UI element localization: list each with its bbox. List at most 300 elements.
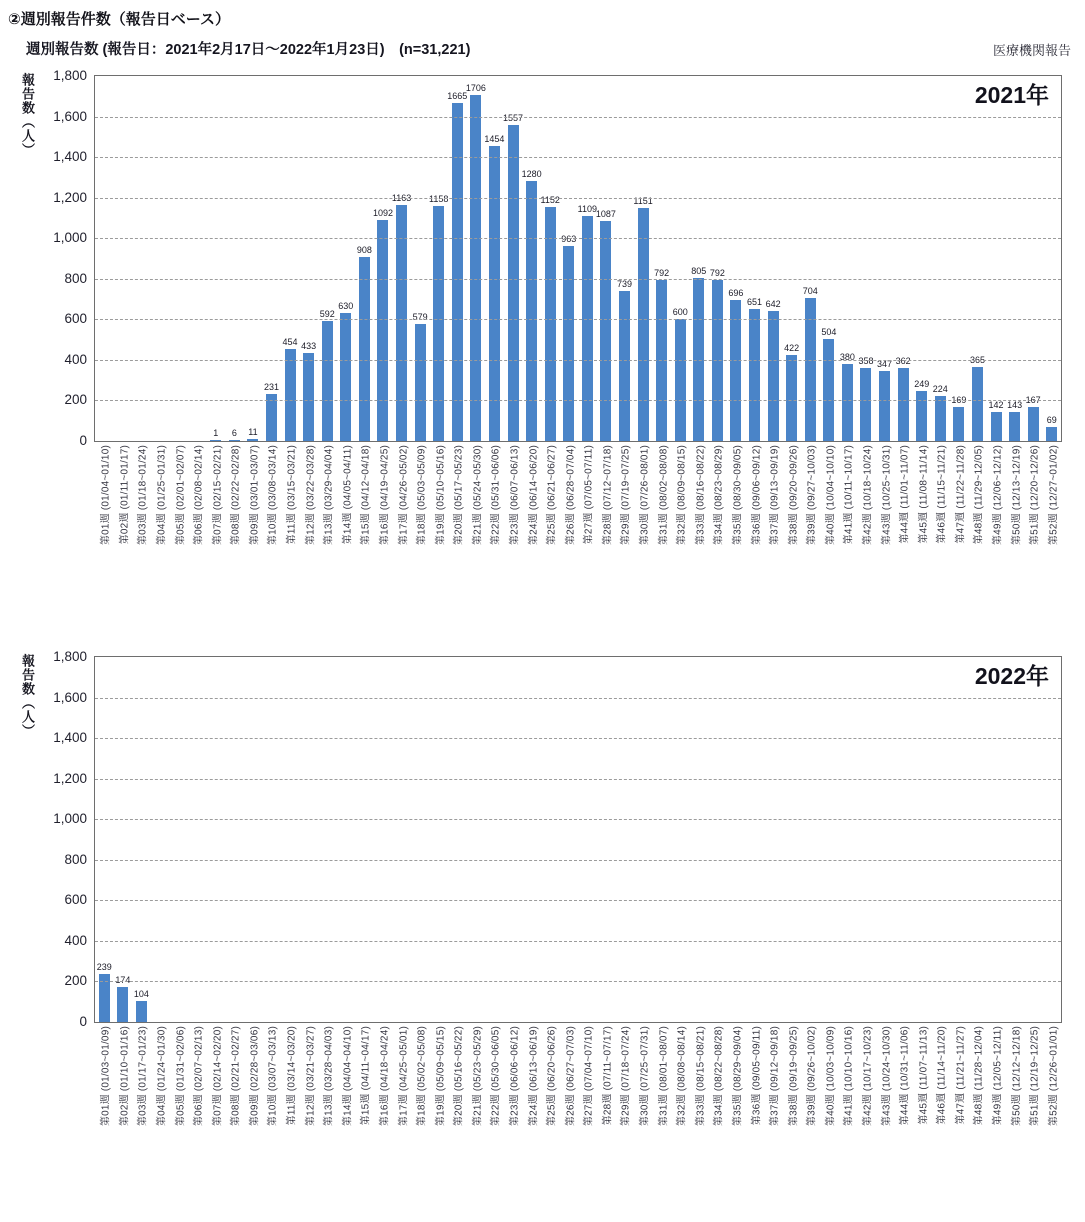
bar-slot xyxy=(690,76,709,441)
x-tick-label: 第23週 (06/07~06/13) xyxy=(509,445,521,546)
x-tick xyxy=(801,1023,820,1191)
gridline xyxy=(95,238,1061,239)
x-tick xyxy=(95,442,114,610)
bar xyxy=(1009,412,1020,441)
x-tick-label: 第41週 (10/11~10/17) xyxy=(843,445,855,545)
x-tick xyxy=(950,442,969,610)
x-tick-label: 第02週 (01/10~01/16) xyxy=(119,1026,131,1127)
bar-slot xyxy=(318,76,337,441)
bar xyxy=(582,216,593,441)
x-tick-label: 第16週 (04/18~04/24) xyxy=(379,1026,391,1127)
gridline xyxy=(95,279,1061,280)
bar-value-label: 239 xyxy=(96,962,112,972)
bar-value-label: 739 xyxy=(616,279,632,289)
bar-slot xyxy=(634,657,653,1022)
bar xyxy=(823,339,834,441)
bar-slot xyxy=(578,76,597,441)
bar-slot xyxy=(950,657,969,1022)
bar-value-label: 1280 xyxy=(521,169,542,179)
bar-value-label: 433 xyxy=(301,341,317,351)
x-tick-label: 第12週 (03/22~03/28) xyxy=(305,445,317,546)
bar-slot xyxy=(225,76,244,441)
x-tick-label: 第49週 (12/06~12/12) xyxy=(992,445,1004,546)
x-tick xyxy=(429,1023,448,1191)
bar-slot xyxy=(485,657,504,1022)
bar-value-label: 347 xyxy=(877,359,893,369)
bar-slot xyxy=(615,76,634,441)
x-tick xyxy=(114,1023,133,1191)
y-tick-label: 600 xyxy=(64,311,87,326)
x-tick-label: 第34週 (08/23~08/29) xyxy=(713,445,725,546)
x-tick-label: 第16週 (04/19~04/25) xyxy=(379,445,391,546)
gridline xyxy=(95,360,1061,361)
bar-slot xyxy=(634,76,653,441)
chart-plot-row xyxy=(8,649,1085,1029)
gridline xyxy=(95,157,1061,158)
bar-value-label: 104 xyxy=(133,989,149,999)
x-tick-label: 第04週 (01/24~01/30) xyxy=(156,1026,168,1127)
bar-slot xyxy=(374,657,393,1022)
bar-slot xyxy=(968,657,987,1022)
bar-value-label: 11 xyxy=(248,427,258,437)
bar-value-label: 231 xyxy=(263,382,279,392)
x-tick-label: 第32週 (08/09~08/15) xyxy=(676,445,688,546)
x-tick-label: 第23週 (06/06~06/12) xyxy=(509,1026,521,1127)
x-tick xyxy=(225,442,244,610)
y-tick-label: 1,400 xyxy=(53,149,87,164)
bar-slot xyxy=(244,657,263,1022)
bar xyxy=(396,205,407,441)
bar-slot xyxy=(467,657,486,1022)
bar-slot xyxy=(987,76,1006,441)
x-tick-label: 第35週 (08/29~09/04) xyxy=(732,1026,744,1127)
bar xyxy=(303,353,314,441)
x-tick xyxy=(411,1023,430,1191)
bar xyxy=(638,208,649,441)
x-tick xyxy=(690,1023,709,1191)
bar xyxy=(619,291,630,441)
x-tick-label: 第24週 (06/14~06/20) xyxy=(528,445,540,546)
y-tick-label: 400 xyxy=(64,933,87,948)
x-tick-label: 第17週 (04/25~05/01) xyxy=(398,1026,410,1127)
bar xyxy=(749,309,760,441)
bar-value-label: 249 xyxy=(914,379,930,389)
weekly-report-chart-2022 xyxy=(8,649,1085,1191)
x-tick xyxy=(559,442,578,610)
x-tick-label: 第17週 (04/26~05/02) xyxy=(398,445,410,546)
y-axis-ticks xyxy=(34,649,94,1029)
x-tick xyxy=(820,442,839,610)
x-tick-label: 第40週 (10/04~10/10) xyxy=(825,445,837,546)
x-tick xyxy=(690,442,709,610)
bar-slot xyxy=(411,76,430,441)
bar xyxy=(879,371,890,441)
x-tick-label: 第20週 (05/17~05/23) xyxy=(453,445,465,546)
x-tick-label: 第51週 (12/19~12/25) xyxy=(1029,1026,1041,1127)
x-tick-label: 第12週 (03/21~03/27) xyxy=(305,1026,317,1127)
x-tick xyxy=(782,442,801,610)
x-tick-label: 第48週 (11/29~12/05) xyxy=(973,445,985,545)
x-tick-label: 第05週 (02/01~02/07) xyxy=(175,445,187,546)
x-tick xyxy=(504,1023,523,1191)
bar xyxy=(285,349,296,441)
chart-plot-row xyxy=(8,68,1085,448)
x-tick xyxy=(188,1023,207,1191)
x-tick-label: 第28週 (07/12~07/18) xyxy=(602,445,614,546)
bar-slot xyxy=(95,76,114,441)
gridline xyxy=(95,400,1061,401)
bar-slot xyxy=(392,657,411,1022)
x-tick-label: 第33週 (08/15~08/21) xyxy=(695,1026,707,1127)
x-tick xyxy=(1042,442,1061,610)
x-tick-label: 第35週 (08/30~09/05) xyxy=(732,445,744,546)
bar-value-label: 908 xyxy=(356,245,372,255)
bar-slot xyxy=(114,657,133,1022)
bar-value-label: 1158 xyxy=(429,194,449,204)
x-tick xyxy=(225,1023,244,1191)
bar xyxy=(991,412,1002,441)
bar-slot xyxy=(987,657,1006,1022)
x-tick xyxy=(95,1023,114,1191)
y-tick-label: 1,400 xyxy=(53,730,87,745)
bar-slot xyxy=(169,657,188,1022)
x-tick-label: 第21週 (05/24~05/30) xyxy=(472,445,484,546)
y-tick-label: 1,200 xyxy=(53,190,87,205)
x-tick xyxy=(1005,1023,1024,1191)
x-tick xyxy=(188,442,207,610)
x-tick xyxy=(875,442,894,610)
plot-area xyxy=(94,75,1062,442)
x-tick xyxy=(1042,1023,1061,1191)
bar-slot xyxy=(1042,76,1061,441)
bar-slot xyxy=(318,657,337,1022)
x-tick-label: 第06週 (02/08~02/14) xyxy=(193,445,205,546)
x-tick xyxy=(671,1023,690,1191)
x-tick-label: 第42週 (10/18~10/24) xyxy=(862,445,874,546)
x-tick-label: 第13週 (03/28~04/03) xyxy=(323,1026,335,1127)
y-tick-label: 800 xyxy=(64,852,87,867)
bar xyxy=(489,146,500,441)
year-label: 2022年 xyxy=(974,663,1049,689)
x-tick-label: 第46週 (11/15~11/21) xyxy=(936,445,948,544)
x-tick-label: 第26週 (06/27~07/03) xyxy=(565,1026,577,1127)
x-tick-label: 第28週 (07/11~07/17) xyxy=(602,1026,614,1126)
x-tick-label: 第11週 (03/15~03/21) xyxy=(286,445,298,545)
bar-slot xyxy=(559,76,578,441)
bar-value-label: 167 xyxy=(1025,395,1041,405)
bar xyxy=(229,440,240,441)
bar xyxy=(470,95,481,441)
bar-value-label: 1665 xyxy=(447,91,468,101)
x-tick xyxy=(1024,1023,1043,1191)
x-tick-label: 第52週 (12/26~01/01) xyxy=(1048,1026,1060,1127)
x-tick-label: 第49週 (12/05~12/11) xyxy=(992,1026,1004,1126)
bar-slot xyxy=(708,76,727,441)
x-tick-label: 第30週 (07/25~07/31) xyxy=(639,1026,651,1127)
x-tick xyxy=(875,1023,894,1191)
x-tick-label: 第46週 (11/14~11/20) xyxy=(936,1026,948,1125)
x-tick xyxy=(485,442,504,610)
bar-value-label: 1 xyxy=(213,428,219,438)
x-tick-label: 第18週 (05/03~05/09) xyxy=(416,445,428,546)
x-tick-label: 第19週 (05/10~05/16) xyxy=(435,445,447,546)
bar-value-label: 362 xyxy=(895,356,911,366)
x-tick xyxy=(727,442,746,610)
gridline xyxy=(95,198,1061,199)
bar-slot xyxy=(299,76,318,441)
bar-value-label: 1152 xyxy=(540,195,560,205)
bar-value-label: 592 xyxy=(319,309,335,319)
x-tick xyxy=(894,442,913,610)
x-tick-label: 第40週 (10/03~10/09) xyxy=(825,1026,837,1127)
bar-slot xyxy=(820,76,839,441)
bar-slot xyxy=(727,76,746,441)
x-tick-label: 第14週 (04/04~04/10) xyxy=(342,1026,354,1127)
chart-subtitle: 週別報告数 (報告日：2021年2月17日～2022年1月23日) (n=31,221) xyxy=(26,42,471,58)
bar xyxy=(675,319,686,441)
bar-slot xyxy=(188,76,207,441)
bar-value-label: 1454 xyxy=(484,134,505,144)
bar-series xyxy=(95,657,1061,1022)
weekly-report-chart-2021 xyxy=(8,68,1085,610)
x-tick xyxy=(727,1023,746,1191)
x-axis-labels xyxy=(95,1023,1061,1191)
x-tick xyxy=(634,442,653,610)
bar xyxy=(786,355,797,441)
x-tick xyxy=(485,1023,504,1191)
x-tick xyxy=(764,442,783,610)
x-tick-label: 第37週 (09/13~09/19) xyxy=(769,445,781,546)
bar-slot xyxy=(244,76,263,441)
bar-value-label: 142 xyxy=(988,400,1004,410)
x-tick-label: 第43週 (10/24~10/30) xyxy=(881,1026,893,1127)
gridline xyxy=(95,900,1061,901)
bar-slot xyxy=(132,76,151,441)
bar xyxy=(768,311,779,441)
y-tick-label: 1,000 xyxy=(53,230,87,245)
bar-slot xyxy=(392,76,411,441)
x-tick-label: 第20週 (05/16~05/22) xyxy=(453,1026,465,1127)
bar-slot xyxy=(745,76,764,441)
bar-slot xyxy=(912,657,931,1022)
x-tick-label: 第21週 (05/23~05/29) xyxy=(472,1026,484,1127)
bar-slot xyxy=(931,76,950,441)
x-tick-label: 第30週 (07/26~08/01) xyxy=(639,445,651,546)
x-tick-label: 第38週 (09/19~09/25) xyxy=(788,1026,800,1127)
x-tick-label: 第45週 (11/08~11/14) xyxy=(918,445,930,544)
x-tick xyxy=(745,1023,764,1191)
x-tick-label: 第03週 (01/17~01/23) xyxy=(137,1026,149,1127)
x-tick-label: 第36週 (09/05~09/11) xyxy=(751,1026,763,1126)
x-tick-label: 第29週 (07/18~07/24) xyxy=(620,1026,632,1127)
y-tick-label: 1,000 xyxy=(53,811,87,826)
x-tick xyxy=(578,1023,597,1191)
x-tick-label: 第25週 (06/21~06/27) xyxy=(546,445,558,546)
x-tick xyxy=(244,1023,263,1191)
x-tick xyxy=(262,442,281,610)
bar xyxy=(1046,427,1057,441)
bar xyxy=(916,391,927,441)
bar-slot xyxy=(615,657,634,1022)
bar-value-label: 365 xyxy=(969,355,985,365)
bar-slot xyxy=(448,657,467,1022)
bar-value-label: 696 xyxy=(728,288,744,298)
bar-slot xyxy=(541,76,560,441)
x-tick-label: 第01週 (01/03~01/09) xyxy=(100,1026,112,1127)
bar xyxy=(210,440,221,441)
x-tick xyxy=(281,442,300,610)
x-tick-label: 第50週 (12/12~12/18) xyxy=(1011,1026,1023,1127)
bar-value-label: 963 xyxy=(561,234,577,244)
x-tick xyxy=(262,1023,281,1191)
gridline xyxy=(95,319,1061,320)
bar xyxy=(266,394,277,441)
bar-slot xyxy=(801,76,820,441)
bar-slot xyxy=(894,76,913,441)
bar-slot xyxy=(132,657,151,1022)
bar-slot xyxy=(541,657,560,1022)
x-tick xyxy=(132,442,151,610)
x-tick-label: 第26週 (06/28~07/04) xyxy=(565,445,577,546)
bar-value-label: 422 xyxy=(784,343,800,353)
bar-value-label: 224 xyxy=(932,384,948,394)
bar-slot xyxy=(206,76,225,441)
bar-slot xyxy=(374,76,393,441)
x-tick xyxy=(337,442,356,610)
bar-slot xyxy=(857,657,876,1022)
bar-series xyxy=(95,76,1061,441)
x-tick xyxy=(392,1023,411,1191)
x-axis-labels xyxy=(95,442,1061,610)
bar-slot xyxy=(467,76,486,441)
gridline xyxy=(95,117,1061,118)
x-tick xyxy=(931,442,950,610)
bar-slot xyxy=(188,657,207,1022)
bar-slot xyxy=(299,657,318,1022)
y-tick-label: 600 xyxy=(64,892,87,907)
bar-value-label: 1092 xyxy=(372,208,393,218)
x-tick xyxy=(987,442,1006,610)
bar-slot xyxy=(504,657,523,1022)
bar xyxy=(359,257,370,441)
bar-slot xyxy=(169,76,188,441)
x-tick-label: 第51週 (12/20~12/26) xyxy=(1029,445,1041,546)
x-tick xyxy=(355,442,374,610)
x-tick-label: 第08週 (02/21~02/27) xyxy=(230,1026,242,1127)
bar xyxy=(452,103,463,441)
x-tick-label: 第38週 (09/20~09/26) xyxy=(788,445,800,546)
x-tick xyxy=(299,1023,318,1191)
bar-slot xyxy=(262,657,281,1022)
bar-slot xyxy=(522,657,541,1022)
x-tick xyxy=(374,1023,393,1191)
bar-value-label: 630 xyxy=(338,301,354,311)
x-tick-label: 第47週 (11/22~11/28) xyxy=(955,445,967,544)
gridline xyxy=(95,698,1061,699)
bar xyxy=(842,364,853,441)
x-tick-label: 第02週 (01/11~01/17) xyxy=(119,445,131,545)
bar-slot xyxy=(504,76,523,441)
x-tick xyxy=(857,442,876,610)
bar-value-label: 169 xyxy=(951,395,967,405)
y-tick-label: 800 xyxy=(64,271,87,286)
bar-slot xyxy=(151,657,170,1022)
x-tick-label: 第39週 (09/27~10/03) xyxy=(806,445,818,546)
bar-slot xyxy=(857,76,876,441)
bar-value-label: 579 xyxy=(412,312,428,322)
bar xyxy=(563,246,574,441)
x-tick-label: 第33週 (08/16~08/22) xyxy=(695,445,707,546)
bar-value-label: 1706 xyxy=(465,83,486,93)
bar xyxy=(377,220,388,441)
bar-slot xyxy=(950,76,969,441)
bar-slot xyxy=(820,657,839,1022)
bar-slot xyxy=(559,657,578,1022)
gridline xyxy=(95,981,1061,982)
y-axis-unit-label: 報告数（人） xyxy=(20,654,35,738)
x-tick xyxy=(355,1023,374,1191)
bar-slot xyxy=(931,657,950,1022)
bar xyxy=(136,1001,147,1022)
x-tick xyxy=(132,1023,151,1191)
bar-slot xyxy=(708,657,727,1022)
bar-value-label: 1151 xyxy=(633,196,653,206)
bar-slot xyxy=(894,657,913,1022)
x-tick xyxy=(894,1023,913,1191)
bar-value-label: 143 xyxy=(1007,400,1023,410)
x-tick-label: 第42週 (10/17~10/23) xyxy=(862,1026,874,1127)
x-tick xyxy=(671,442,690,610)
x-tick xyxy=(1024,442,1043,610)
bar-slot xyxy=(1042,657,1061,1022)
bar-value-label: 174 xyxy=(115,975,131,985)
y-tick-label: 1,800 xyxy=(53,649,87,664)
x-tick-label: 第03週 (01/18~01/24) xyxy=(137,445,149,546)
x-tick-label: 第24週 (06/13~06/19) xyxy=(528,1026,540,1127)
x-tick xyxy=(281,1023,300,1191)
bar-slot xyxy=(671,76,690,441)
subtitle-row xyxy=(26,38,1071,59)
year-label: 2021年 xyxy=(974,82,1049,108)
x-tick xyxy=(801,442,820,610)
bar xyxy=(545,207,556,441)
x-tick-label: 第32週 (08/08~08/14) xyxy=(676,1026,688,1127)
x-tick xyxy=(318,442,337,610)
x-tick-label: 第52週 (12/27~01/02) xyxy=(1048,445,1060,546)
x-tick-label: 第09週 (03/01~03/07) xyxy=(249,445,261,546)
bar xyxy=(247,439,258,441)
bar-value-label: 1163 xyxy=(391,193,412,203)
x-tick xyxy=(151,1023,170,1191)
bar-slot xyxy=(1024,657,1043,1022)
bar-slot xyxy=(522,76,541,441)
x-tick xyxy=(578,442,597,610)
x-tick xyxy=(169,1023,188,1191)
gridline xyxy=(95,779,1061,780)
bar xyxy=(1028,407,1039,441)
x-tick xyxy=(114,442,133,610)
x-tick-label: 第01週 (01/04~01/10) xyxy=(100,445,112,546)
x-tick-label: 第14週 (04/05~04/11) xyxy=(342,445,354,545)
bar-value-label: 651 xyxy=(747,297,763,307)
bar-slot xyxy=(745,657,764,1022)
bar-value-label: 504 xyxy=(821,327,837,337)
bar-slot xyxy=(801,657,820,1022)
x-tick-label: 第50週 (12/13~12/19) xyxy=(1011,445,1023,546)
bar-slot xyxy=(281,657,300,1022)
x-tick xyxy=(987,1023,1006,1191)
x-tick xyxy=(244,442,263,610)
